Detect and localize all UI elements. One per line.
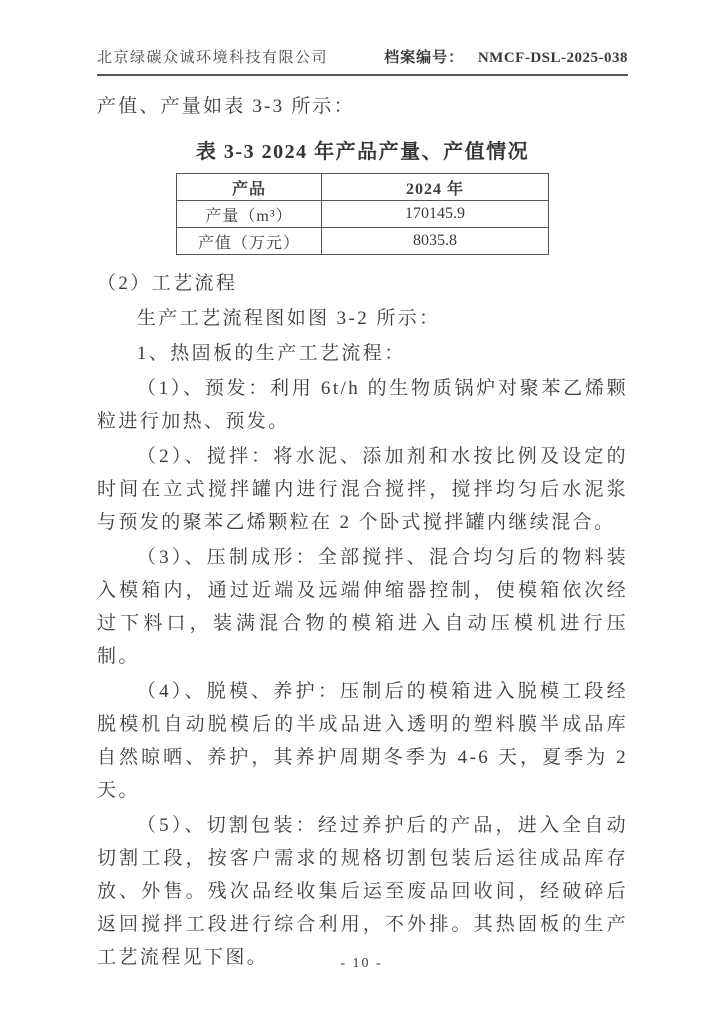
paragraph-step5-cutting-packing: （5）、切割包装：经过养护后的产品，进入全自动切割工段，按客户需求的规格切割包装后运往成品库存放、外售。残次品经收集后运至废品回收间，经破碎后返回搅拌工段进行综合利用，不外排。其热固板的生产工艺流程见下图。 bbox=[97, 815, 628, 968]
row-value-value: 8035.8 bbox=[322, 228, 549, 255]
table-row-output bbox=[177, 201, 549, 228]
paragraph-step3-press-forming: （3）、压制成形：全部搅拌、混合均匀后的物料装入模箱内，通过近端及远端伸缩器控制，使模箱依次经过下料口，装满混合物的模箱进入自动压模机进行压制。 bbox=[97, 547, 628, 667]
paragraph-process-flow-heading: （2）工艺流程 bbox=[97, 273, 238, 294]
table-header-product: 产品 bbox=[177, 174, 322, 201]
page-content bbox=[97, 0, 628, 976]
company-name: 北京绿碳众诚环境科技有限公司 bbox=[97, 50, 329, 66]
paragraph-step2-mixing: （2）、搅拌：将水泥、添加剂和水按比例及设定的时间在立式搅拌罐内进行混合搅拌，搅拌均匀后水泥浆与预发的聚苯乙烯颗粒在 2 个卧式搅拌罐内继续混合。 bbox=[97, 446, 628, 533]
row-value-label: 产值（万元） bbox=[177, 228, 322, 255]
body-paragraphs bbox=[97, 267, 628, 974]
row-output-value: 170145.9 bbox=[322, 201, 549, 228]
paragraph-flow-diagram-ref: 生产工艺流程图如图 3-2 所示： bbox=[136, 308, 441, 329]
paragraph-step1-prefoaming: （1）、预发：利用 6t/h 的生物质锅炉对聚苯乙烯颗粒进行加热、预发。 bbox=[97, 378, 628, 432]
archive-number-group bbox=[384, 46, 628, 67]
production-output-table bbox=[176, 173, 549, 255]
table-header-year: 2024 年 bbox=[322, 174, 549, 201]
table-title: 表 3-3 2024 年产品产量、产值情况 bbox=[195, 141, 530, 163]
row-output-label: 产量（m³） bbox=[177, 201, 322, 228]
lead-paragraph: 产值、产量如表 3-3 所示： bbox=[97, 96, 355, 117]
page-number: - 10 - bbox=[340, 956, 383, 971]
paragraph-board-process-heading: 1、热固板的生产工艺流程： bbox=[136, 343, 406, 364]
table-header-row bbox=[177, 174, 549, 201]
archive-number-value: NMCF-DSL-2025-038 bbox=[477, 50, 628, 66]
page-header bbox=[97, 46, 628, 76]
table-row-value bbox=[177, 228, 549, 255]
paragraph-step4-demolding-curing: （4）、脱模、养护：压制后的模箱进入脱模工段经脱模机自动脱模后的半成品进入透明的塑料膜半成品库自然晾晒、养护，其养护周期冬季为 4-6 天，夏季为 2 天。 bbox=[97, 681, 628, 801]
archive-number-label: 档案编号： bbox=[384, 50, 465, 66]
